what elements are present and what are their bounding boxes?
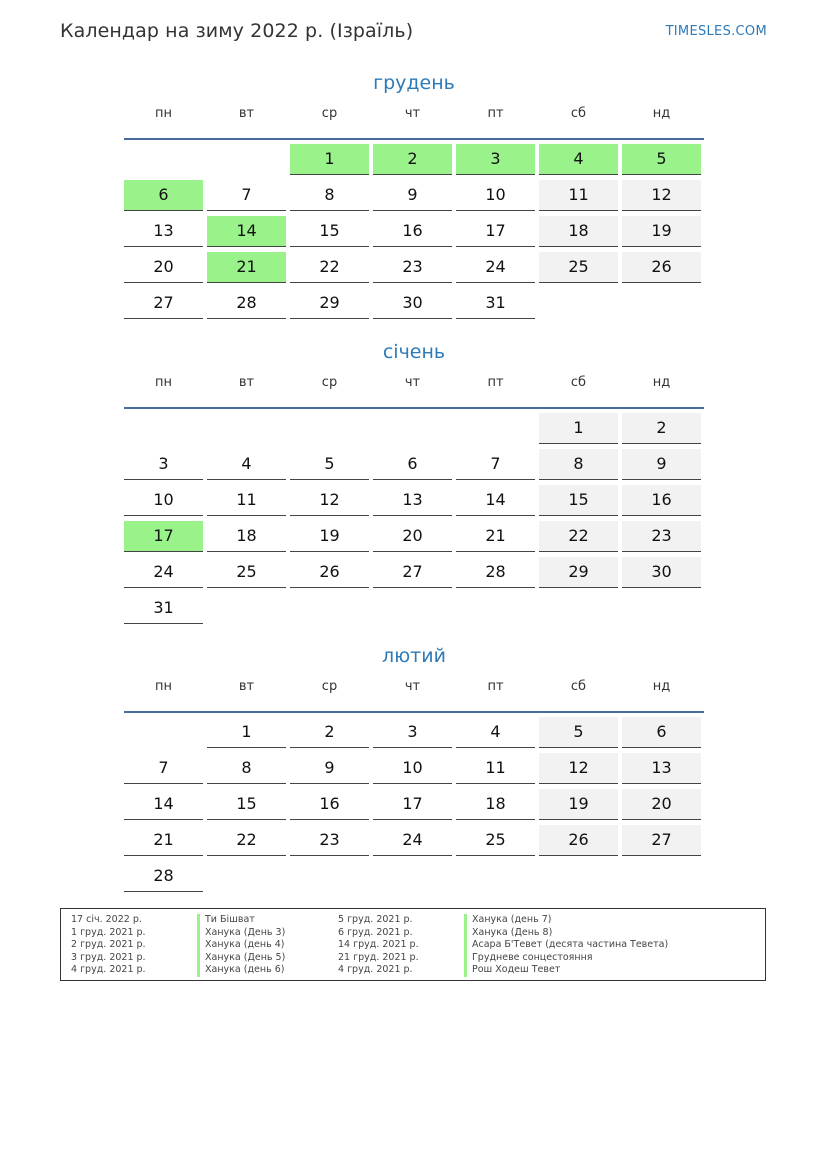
week-row	[124, 449, 704, 481]
empty-cell	[373, 593, 452, 623]
empty-cell	[207, 593, 286, 623]
legend-date: 4 груд. 2021 р.	[71, 964, 146, 975]
day-cell: 5	[290, 449, 369, 480]
legend-date: 4 груд. 2021 р.	[338, 964, 413, 975]
legend-holiday-name: Ханука (день 4)	[197, 939, 284, 952]
empty-cell	[539, 288, 618, 318]
day-cell: 3	[124, 449, 203, 480]
empty-cell	[124, 144, 203, 174]
legend-holiday-name: Ти Бішват	[197, 914, 255, 927]
day-cell: 27	[124, 288, 203, 319]
day-cell: 23	[290, 825, 369, 856]
legend-date: 2 груд. 2021 р.	[71, 939, 146, 950]
day-cell: 3	[456, 144, 535, 175]
day-cell: 19	[290, 521, 369, 552]
weekday-label: нд	[652, 679, 671, 694]
day-cell: 4	[207, 449, 286, 480]
day-cell: 2	[373, 144, 452, 175]
month-name: лютий	[382, 645, 446, 667]
day-cell: 29	[290, 288, 369, 319]
day-cell: 14	[456, 485, 535, 516]
empty-cell	[456, 413, 535, 443]
day-cell: 21	[456, 521, 535, 552]
weekday-label: нд	[652, 375, 671, 390]
empty-cell	[456, 861, 535, 891]
week-row	[124, 144, 704, 176]
day-cell: 20	[622, 789, 701, 820]
day-cell: 15	[290, 216, 369, 247]
day-cell: 25	[207, 557, 286, 588]
legend-row	[338, 939, 668, 952]
day-cell: 14	[124, 789, 203, 820]
legend-date: 5 груд. 2021 р.	[338, 914, 413, 925]
weeks	[124, 144, 704, 320]
day-cell: 18	[456, 789, 535, 820]
holiday-legend	[60, 908, 766, 981]
legend-date: 17 січ. 2022 р.	[71, 914, 142, 925]
day-cell: 1	[207, 717, 286, 748]
weekday-label: вт	[238, 106, 255, 121]
legend-row	[71, 914, 285, 927]
day-cell: 2	[622, 413, 701, 444]
day-cell: 5	[539, 717, 618, 748]
day-cell: 9	[373, 180, 452, 211]
day-cell: 27	[373, 557, 452, 588]
weekday-label: пн	[155, 375, 172, 390]
week-row	[124, 593, 704, 625]
legend-row	[338, 952, 668, 965]
day-cell: 26	[622, 252, 701, 283]
weekday-label: сб	[570, 375, 587, 390]
day-cell: 30	[373, 288, 452, 319]
legend-holiday-name: Грудневе сонцестояння	[464, 952, 593, 965]
day-cell: 16	[290, 789, 369, 820]
empty-cell	[124, 413, 203, 443]
day-cell: 2	[290, 717, 369, 748]
day-cell: 25	[539, 252, 618, 283]
weekday-label: ср	[321, 375, 338, 390]
day-cell: 28	[456, 557, 535, 588]
empty-cell	[124, 717, 203, 747]
weeks	[124, 717, 704, 893]
week-row	[124, 861, 704, 893]
day-cell: 1	[290, 144, 369, 175]
day-cell: 22	[290, 252, 369, 283]
empty-cell	[622, 288, 701, 318]
day-cell: 28	[207, 288, 286, 319]
day-cell: 1	[539, 413, 618, 444]
day-cell: 25	[456, 825, 535, 856]
legend-holiday-name: Ханука (день 6)	[197, 964, 284, 977]
day-cell: 18	[207, 521, 286, 552]
weekday-label: чт	[404, 679, 421, 694]
weekday-label: сб	[570, 106, 587, 121]
day-cell: 17	[456, 216, 535, 247]
day-cell: 13	[622, 753, 701, 784]
day-cell: 18	[539, 216, 618, 247]
week-row	[124, 216, 704, 248]
day-cell: 8	[207, 753, 286, 784]
day-cell: 4	[539, 144, 618, 175]
day-cell: 31	[456, 288, 535, 319]
legend-row	[338, 964, 668, 977]
day-cell: 20	[124, 252, 203, 283]
day-cell: 8	[290, 180, 369, 211]
day-cell: 3	[373, 717, 452, 748]
empty-cell	[290, 593, 369, 623]
day-cell: 26	[290, 557, 369, 588]
day-cell: 9	[290, 753, 369, 784]
day-cell: 19	[622, 216, 701, 247]
week-row	[124, 557, 704, 589]
weekday-label: пн	[155, 679, 172, 694]
legend-column-right	[338, 914, 668, 977]
day-cell: 17	[373, 789, 452, 820]
day-cell: 6	[373, 449, 452, 480]
week-row	[124, 252, 704, 284]
legend-row	[71, 952, 285, 965]
day-cell: 10	[124, 485, 203, 516]
legend-holiday-name: Ханука (День 8)	[464, 927, 552, 940]
day-cell: 5	[622, 144, 701, 175]
legend-row	[71, 964, 285, 977]
day-cell: 7	[207, 180, 286, 211]
day-cell: 11	[456, 753, 535, 784]
day-cell: 8	[539, 449, 618, 480]
month-name: січень	[382, 341, 446, 363]
day-cell: 24	[124, 557, 203, 588]
day-cell: 15	[539, 485, 618, 516]
weekday-label: нд	[652, 106, 671, 121]
day-cell: 12	[290, 485, 369, 516]
legend-holiday-name: Рош Ходеш Тевет	[464, 964, 560, 977]
day-cell: 11	[539, 180, 618, 211]
empty-cell	[290, 413, 369, 443]
week-row	[124, 521, 704, 553]
legend-date: 14 груд. 2021 р.	[338, 939, 419, 950]
day-cell: 23	[373, 252, 452, 283]
legend-holiday-name: Асара Б'Тевет (десята частина Тевета)	[464, 939, 668, 952]
weekday-header-row	[124, 98, 704, 140]
legend-date: 1 груд. 2021 р.	[71, 926, 146, 938]
day-cell: 7	[124, 753, 203, 784]
legend-date: 21 груд. 2021 р.	[338, 951, 419, 963]
legend-holiday-name: Ханука (день 7)	[464, 914, 551, 927]
weekday-label: чт	[404, 106, 421, 121]
weekday-header-row	[124, 671, 704, 713]
empty-cell	[373, 861, 452, 891]
day-cell: 9	[622, 449, 701, 480]
page-title: Календар на зиму 2022 р. (Ізраїль)	[60, 20, 414, 42]
day-cell: 30	[622, 557, 701, 588]
week-row	[124, 413, 704, 445]
day-cell: 23	[622, 521, 701, 552]
day-cell: 21	[124, 825, 203, 856]
legend-row	[71, 939, 285, 952]
day-cell: 22	[207, 825, 286, 856]
legend-holiday-name: Ханука (День 3)	[197, 927, 285, 940]
weekday-label: пн	[155, 106, 172, 121]
weekday-label: чт	[404, 375, 421, 390]
day-cell: 6	[124, 180, 203, 211]
day-cell: 16	[622, 485, 701, 516]
day-cell: 10	[456, 180, 535, 211]
day-cell: 21	[207, 252, 286, 283]
legend-row	[71, 927, 285, 940]
weekday-header-row	[124, 367, 704, 409]
empty-cell	[539, 593, 618, 623]
weekday-label: пт	[487, 106, 504, 121]
day-cell: 19	[539, 789, 618, 820]
week-row	[124, 717, 704, 749]
day-cell: 26	[539, 825, 618, 856]
legend-date: 6 груд. 2021 р.	[338, 926, 413, 938]
day-cell: 7	[456, 449, 535, 480]
empty-cell	[622, 593, 701, 623]
month-name: грудень	[373, 72, 455, 94]
empty-cell	[373, 413, 452, 443]
month-february	[124, 641, 704, 897]
weekday-label: пт	[487, 679, 504, 694]
day-cell: 22	[539, 521, 618, 552]
day-cell: 12	[622, 180, 701, 211]
day-cell: 29	[539, 557, 618, 588]
day-cell: 13	[373, 485, 452, 516]
week-row	[124, 789, 704, 821]
weekday-label: сб	[570, 679, 587, 694]
weekday-label: вт	[238, 375, 255, 390]
legend-row	[338, 914, 668, 927]
month-january	[124, 337, 704, 629]
legend-date: 3 груд. 2021 р.	[71, 951, 146, 963]
week-row	[124, 485, 704, 517]
weekday-label: ср	[321, 679, 338, 694]
day-cell: 11	[207, 485, 286, 516]
legend-row	[338, 927, 668, 940]
day-cell: 20	[373, 521, 452, 552]
week-row	[124, 180, 704, 212]
day-cell: 6	[622, 717, 701, 748]
day-cell: 17	[124, 521, 203, 552]
week-row	[124, 753, 704, 785]
weekday-label: ср	[321, 106, 338, 121]
day-cell: 24	[456, 252, 535, 283]
empty-cell	[622, 861, 701, 891]
empty-cell	[456, 593, 535, 623]
day-cell: 16	[373, 216, 452, 247]
day-cell: 15	[207, 789, 286, 820]
week-row	[124, 288, 704, 320]
empty-cell	[207, 861, 286, 891]
day-cell: 10	[373, 753, 452, 784]
day-cell: 31	[124, 593, 203, 624]
day-cell: 14	[207, 216, 286, 247]
weeks	[124, 413, 704, 625]
legend-holiday-name: Ханука (День 5)	[197, 952, 285, 965]
day-cell: 27	[622, 825, 701, 856]
empty-cell	[207, 144, 286, 174]
site-link[interactable]: TIMESLES.COM	[665, 24, 767, 39]
day-cell: 12	[539, 753, 618, 784]
day-cell: 4	[456, 717, 535, 748]
empty-cell	[290, 861, 369, 891]
empty-cell	[539, 861, 618, 891]
weekday-label: пт	[487, 375, 504, 390]
week-row	[124, 825, 704, 857]
day-cell: 13	[124, 216, 203, 247]
empty-cell	[207, 413, 286, 443]
month-december	[124, 68, 704, 324]
day-cell: 28	[124, 861, 203, 892]
day-cell: 24	[373, 825, 452, 856]
legend-column-left	[71, 914, 285, 977]
weekday-label: вт	[238, 679, 255, 694]
